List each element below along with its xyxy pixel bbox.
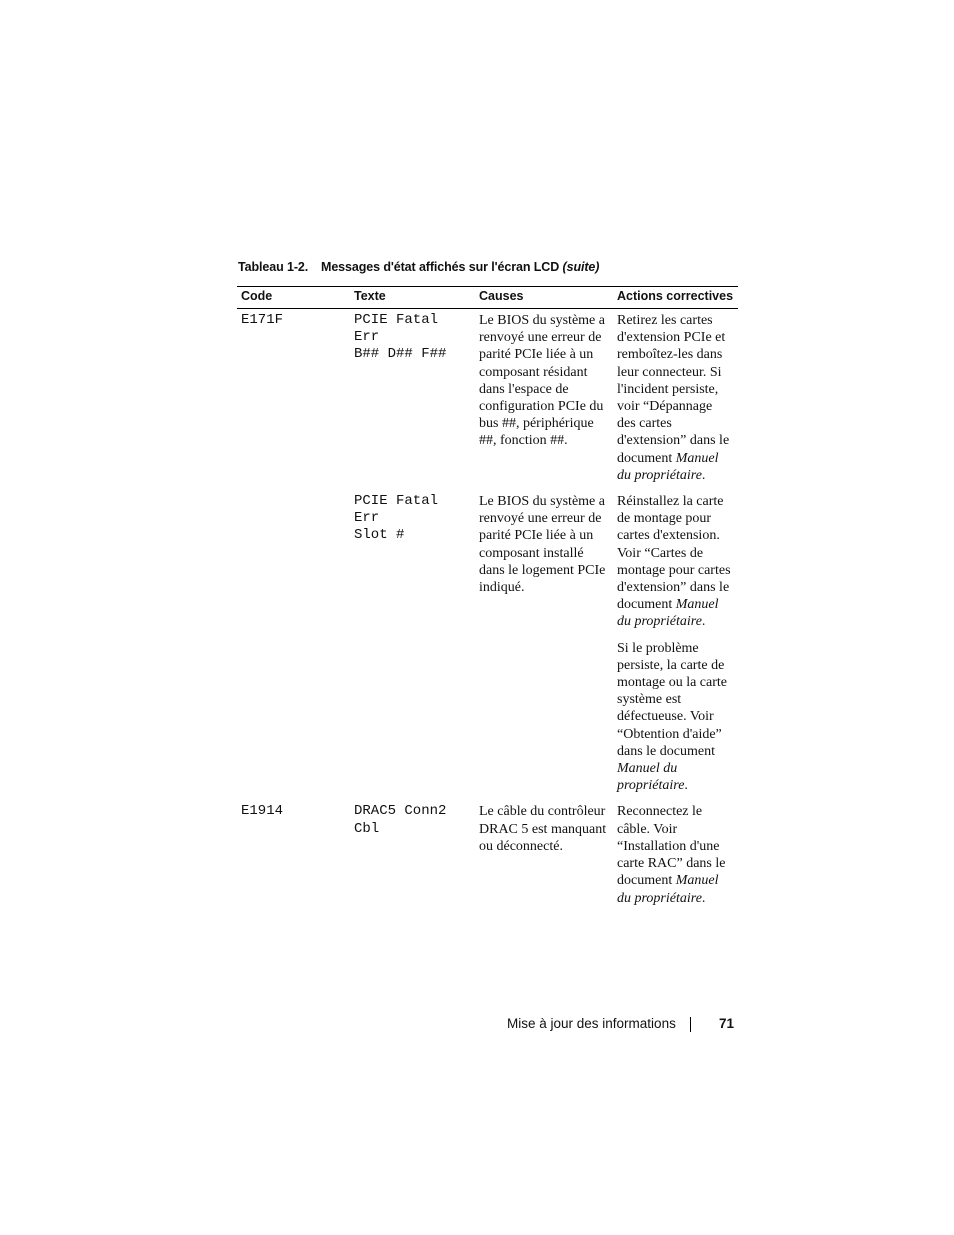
text-line: DRAC5 Conn2 (354, 803, 447, 820)
table-number: Tableau 1-2. (238, 260, 309, 274)
header-causes: Causes (475, 287, 613, 309)
action-end: . (701, 890, 706, 906)
code-cell (237, 637, 350, 801)
text-line: PCIE Fatal Err (354, 312, 439, 346)
table-caption (238, 260, 599, 274)
header-code: Code (237, 287, 350, 309)
cause-cell (475, 637, 613, 801)
action-doc-title: Manuel du propriétaire (617, 597, 719, 630)
action-doc-title: Manuel du propriétaire (617, 873, 719, 906)
action-doc-title: Manuel du propriétaire (617, 761, 685, 794)
text-cell (350, 309, 475, 491)
text-cell (350, 637, 475, 801)
code-cell (237, 490, 350, 637)
footer-section-title: Mise à jour des informations (507, 1016, 676, 1031)
action-text: Reconnectez le câble. Voir “Installation d'une carte RAC” dans le document (617, 804, 726, 889)
page-number: 71 (719, 1016, 735, 1031)
action-end: . (684, 778, 688, 794)
table-title: Messages d'état affichés sur l'écran LCD (321, 260, 560, 274)
header-text: Texte (350, 287, 475, 309)
text-cell (350, 490, 475, 637)
action-cell (613, 309, 738, 491)
cause-cell: Le câble du contrôleur DRAC 5 est manquant ou déconnecté. (479, 804, 607, 854)
cause-cell: Le BIOS du système a renvoyé une erreur de parité PCIe liée à un composant résidant dans l'espace de configuration PCIe du bus ##, périphérique ##, fonction ##. (479, 313, 605, 449)
text-line: B## D## F## (354, 346, 447, 363)
action-doc-title: Manuel du propriétaire (617, 450, 719, 483)
table-row (237, 637, 738, 801)
action-cell (613, 490, 738, 637)
text-line: PCIE Fatal Err (354, 493, 439, 527)
table-header-row (237, 287, 738, 309)
action-end: . (701, 614, 706, 630)
action-end: . (701, 467, 706, 483)
footer-divider (690, 1017, 691, 1032)
table-row (237, 490, 738, 637)
text-line: Slot # (354, 527, 405, 544)
code-cell: E1914 (241, 803, 284, 820)
action-text: Retirez les cartes d'extension PCIe et remboîtez-les dans leur connecteur. Si l'incident persiste, voir “Dépannage des cartes d'extension” dans le document (617, 313, 730, 466)
table-row (237, 800, 738, 912)
code-cell: E171F (241, 312, 284, 328)
action-text: Si le problème persiste, la carte de montage ou la carte système est défectueuse. Voir “Obtention d'aide” dans le document (617, 640, 728, 759)
table-row (237, 309, 738, 491)
action-cell (613, 637, 738, 801)
status-messages-table (237, 286, 738, 913)
text-line: Cbl (354, 820, 380, 837)
action-text: Réinstallez la carte de montage pour cartes d'extension. Voir “Cartes de montage pour cartes d'extension” dans le document (617, 494, 731, 613)
table-suite: (suite) (562, 260, 600, 274)
header-actions: Actions correctives (613, 287, 738, 309)
action-cell (613, 800, 738, 912)
text-cell (350, 800, 475, 912)
cause-cell: Le BIOS du système a renvoyé une erreur de parité PCIe liée à un composant installé dans le logement PCIe indiqué. (479, 494, 606, 596)
